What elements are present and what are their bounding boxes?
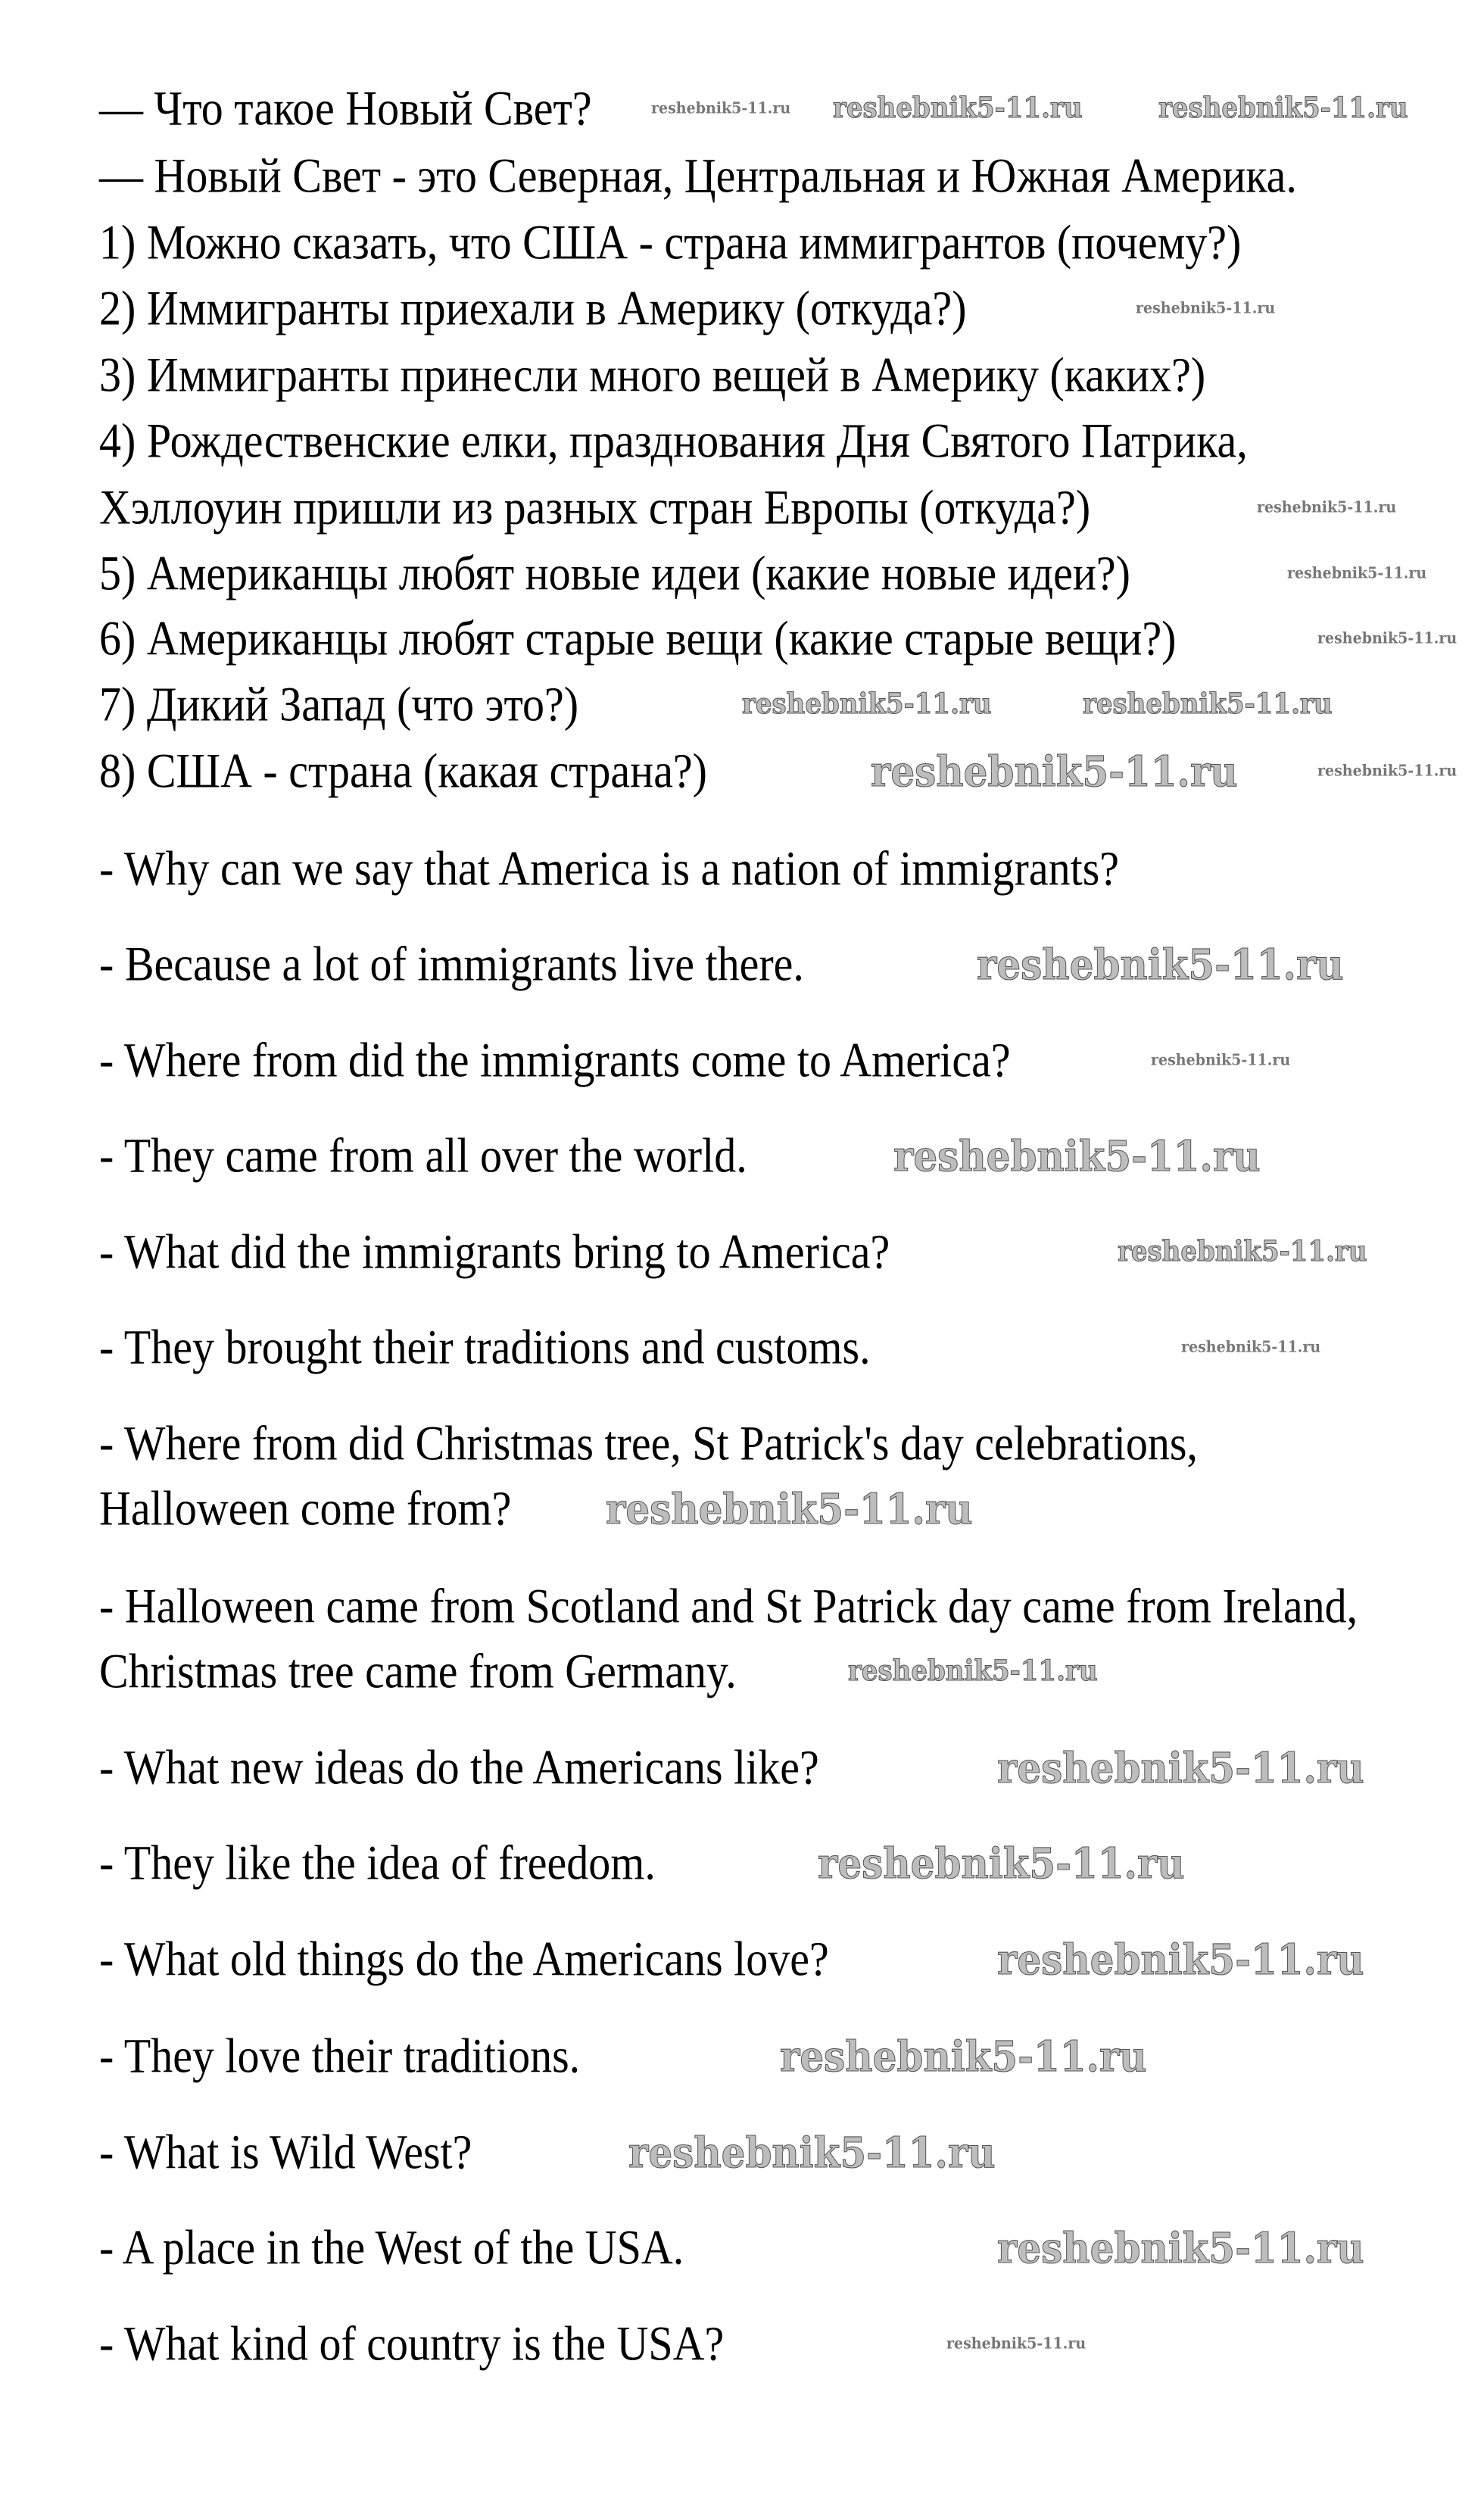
text-line: 2) Иммигранты приехали в Америку (откуда?) <box>99 280 967 335</box>
text-line: - They like the idea of freedom. <box>99 1835 656 1890</box>
watermark: reshebnik5-11.ru <box>1136 298 1276 318</box>
text-line: Halloween come from? <box>99 1480 512 1536</box>
watermark: reshebnik5-11.ru <box>1287 563 1427 583</box>
text-line: — Что такое Новый Свет? <box>99 80 592 136</box>
watermark: reshebnik5-11.ru <box>997 1935 1364 1984</box>
text-line: Хэллоуин пришли из разных стран Европы (откуда?) <box>99 479 1091 535</box>
text-line: 1) Можно сказать, что США - страна иммигрантов (почему?) <box>99 214 1242 270</box>
watermark: reshebnik5-11.ru <box>893 1131 1261 1180</box>
watermark: reshebnik5-11.ru <box>1317 761 1458 781</box>
text-line: - Why can we say that America is a nation of immigrants? <box>99 841 1120 896</box>
watermark: reshebnik5-11.ru <box>628 2128 996 2177</box>
text-line: - What new ideas do the Americans like? <box>99 1739 819 1795</box>
watermark: reshebnik5-11.ru <box>1118 1234 1367 1268</box>
watermark: reshebnik5-11.ru <box>946 2334 1086 2353</box>
text-line: - What kind of country is the USA? <box>99 2316 725 2371</box>
watermark: reshebnik5-11.ru <box>977 940 1344 989</box>
text-line: - Because a lot of immigrants live there. <box>99 936 804 991</box>
text-line: - What old things do the Americans love? <box>99 1931 829 1986</box>
watermark: reshebnik5-11.ru <box>818 1839 1185 1888</box>
text-line: - Where from did the immigrants come to America? <box>99 1032 1011 1087</box>
text-line: 8) США - страна (какая страна?) <box>99 743 707 798</box>
text-line: - What did the immigrants bring to America? <box>99 1224 890 1279</box>
text-line: - Halloween came from Scotland and St Patrick day came from Ireland, <box>99 1578 1358 1633</box>
text-line: 3) Иммигранты принесли много вещей в Америку (каких?) <box>99 347 1206 402</box>
watermark: reshebnik5-11.ru <box>997 2223 1364 2272</box>
watermark: reshebnik5-11.ru <box>1181 1337 1321 1357</box>
watermark: reshebnik5-11.ru <box>606 1484 973 1533</box>
watermark: reshebnik5-11.ru <box>997 1743 1364 1792</box>
watermark: reshebnik5-11.ru <box>1317 628 1458 648</box>
text-line: - They love their traditions. <box>99 2028 581 2083</box>
watermark: reshebnik5-11.ru <box>1083 687 1333 721</box>
watermark: reshebnik5-11.ru <box>780 2032 1147 2081</box>
watermark: reshebnik5-11.ru <box>651 98 791 118</box>
watermark: reshebnik5-11.ru <box>742 687 992 721</box>
watermark: reshebnik5-11.ru <box>871 747 1238 796</box>
watermark: reshebnik5-11.ru <box>1158 91 1408 125</box>
text-line: - Where from did Christmas tree, St Patrick's day celebrations, <box>99 1415 1198 1470</box>
text-line: - They came from all over the world. <box>99 1127 747 1183</box>
text-line: 6) Американцы любят старые вещи (какие старые вещи?) <box>99 610 1177 666</box>
text-line: - What is Wild West? <box>99 2124 472 2179</box>
watermark: reshebnik5-11.ru <box>848 1654 1098 1688</box>
watermark: reshebnik5-11.ru <box>1257 497 1397 517</box>
text-line: - They brought their traditions and customs. <box>99 1319 871 1374</box>
text-line: 4) Рождественские елки, празднования Дня Святого Патрика, <box>99 413 1248 468</box>
text-line: — Новый Свет - это Северная, Центральная и Южная Америка. <box>99 148 1297 203</box>
text-line: - A place in the West of the USA. <box>99 2219 684 2275</box>
watermark: reshebnik5-11.ru <box>1151 1050 1291 1070</box>
text-line: Christmas tree came from Germany. <box>99 1643 737 1698</box>
watermark: reshebnik5-11.ru <box>833 91 1083 125</box>
text-line: 5) Американцы любят новые идеи (какие новые идеи?) <box>99 545 1130 600</box>
text-line: 7) Дикий Запад (что это?) <box>99 676 579 731</box>
